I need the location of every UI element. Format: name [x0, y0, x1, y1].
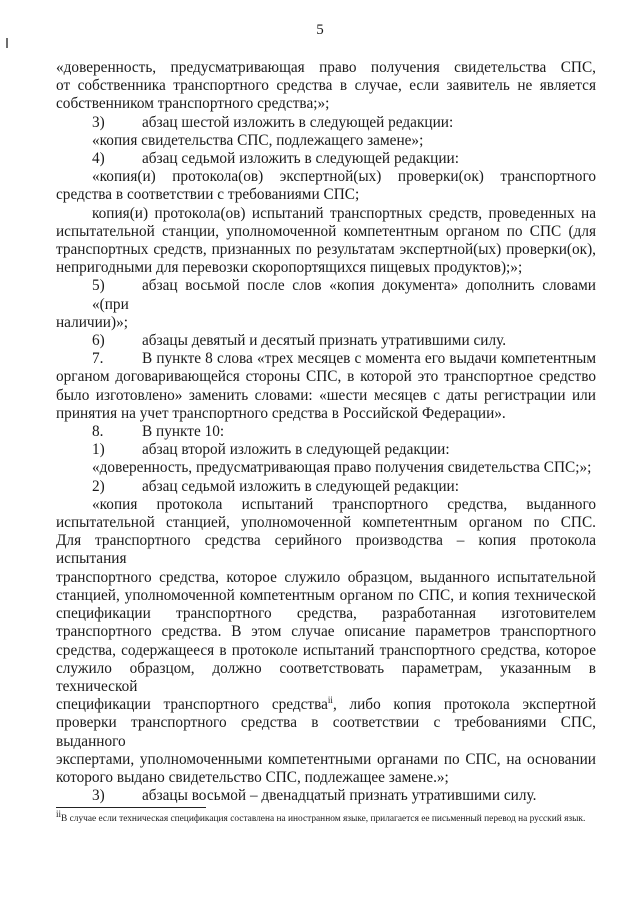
list-item: [56, 277, 596, 313]
item-number: 6): [92, 332, 105, 350]
item-number: 5): [92, 277, 105, 295]
text-line: «доверенность, предусматривающая право получения свидетельства СПС;»;: [92, 459, 592, 477]
list-item: [56, 478, 596, 496]
text-line: которого выдано свидетельство СПС, подлежащее замене.»;: [56, 768, 449, 786]
item-number: 7.: [92, 350, 104, 368]
list-item: [56, 114, 596, 132]
list-item: [56, 332, 596, 350]
text-line: «копия свидетельства СПС, подлежащего замене»;: [92, 131, 424, 149]
text-line: «копия(и) протокола(ов) экспертной(ых) проверки(ок) транспортного: [92, 168, 596, 186]
text-line: копия(и) протокола(ов) испытаний транспортных средств, проведенных на: [92, 204, 596, 222]
text-line: наличии)»;: [56, 313, 128, 331]
text-line: транспортных средств, признанных по результатам экспертной(ых) проверки(ок),: [56, 241, 596, 259]
footnote-reference: ii: [327, 695, 333, 706]
item-number: 4): [92, 150, 105, 168]
item-text: В пункте 8 слова «трех месяцев с момента его выдачи компетентным: [142, 350, 596, 368]
item-number: 3): [92, 787, 105, 805]
list-item: [56, 350, 596, 368]
list-item: [56, 150, 596, 168]
line-segment: , либо копия протокола экспертной: [332, 696, 597, 714]
text-line: служило образцом, должно соответствовать параметрам, указанным в технической: [56, 659, 596, 695]
text-line: было изготовлено» заменить словами: «шести месяцев с даты регистрации или: [56, 386, 596, 404]
text-line: проверки транспортного средства в соответствии с требованиями СПС, выданного: [56, 714, 596, 750]
text-line: транспортного средства, которое служило образцом, выданного испытательной: [56, 568, 596, 586]
text-line: непригодными для перевозки скоропортящихся пищевых продуктов);»;: [56, 259, 523, 277]
text-line: принятия на учет транспортного средства в Российской Федерации».: [56, 404, 506, 422]
line-segment: спецификации транспортного средства: [56, 696, 328, 714]
text-line: от собственника транспортного средства в случае, если заявитель не является: [56, 77, 596, 95]
text-line: средства в соответствии с требованиями СПС;: [56, 186, 360, 204]
text-line: собственником транспортного средства;»;: [56, 95, 330, 113]
footnote-text: В случае если техническая спецификация составлена на иностранном языке, прилагается ее письменный перевод на русский язык.: [61, 814, 586, 824]
text-line: «копия протокола испытаний транспортного средства, выданного: [92, 495, 596, 513]
text-line: «доверенность, предусматривающая право получения свидетельства СПС,: [56, 59, 596, 76]
item-text: абзацы девятый и десятый признать утратившими силу.: [142, 332, 507, 350]
margin-mark: [6, 38, 8, 48]
footnote: [56, 808, 596, 826]
text-line: испытательной станции, уполномоченной компетентным органом по СПС (для: [56, 222, 596, 240]
list-item: [56, 787, 596, 805]
text-line: средства, содержащееся в протоколе испытаний транспортного средства, которое: [56, 641, 596, 659]
text-line: транспортного средства. В этом случае описание параметров транспортного: [56, 623, 596, 641]
item-text: абзац седьмой изложить в следующей редакции:: [142, 150, 459, 168]
item-number: 3): [92, 113, 105, 131]
item-number: 1): [92, 441, 105, 459]
text-line: экспертами, уполномоченными компетентными органами по СПС, на основании: [56, 750, 596, 768]
footnote-marker: ii: [56, 808, 62, 819]
text-line: органом договаривающейся стороны СПС, в которой это транспортное средство: [56, 368, 596, 386]
item-text: абзац второй изложить в следующей редакции:: [142, 441, 450, 459]
item-number: 8.: [92, 423, 104, 441]
text-line: станцией, уполномоченной компетентным органом по СПС, и копия технической: [56, 586, 596, 604]
text-line: [56, 696, 596, 714]
text-line: Для транспортного средства серийного производства – копия протокола испытания: [56, 532, 596, 568]
item-text: абзац восьмой после слов «копия документа» дополнить словами «(при: [92, 277, 596, 313]
page-number: 5: [316, 22, 324, 38]
body-text: [56, 59, 596, 805]
item-text: абзацы восьмой – двенадцатый признать утратившими силу.: [142, 787, 537, 805]
item-number: 2): [92, 477, 105, 495]
text-line: спецификации транспортного средства, разработанная изготовителем: [56, 605, 596, 623]
footnote-divider: [56, 807, 206, 808]
item-text: абзац седьмой изложить в следующей редакции:: [142, 477, 459, 495]
text-line: испытательной станцией, уполномоченной компетентным органом по СПС.: [56, 514, 596, 532]
list-item: [56, 441, 596, 459]
list-item: [56, 423, 596, 441]
item-text: В пункте 10:: [142, 423, 225, 441]
item-text: абзац шестой изложить в следующей редакции:: [142, 113, 454, 131]
